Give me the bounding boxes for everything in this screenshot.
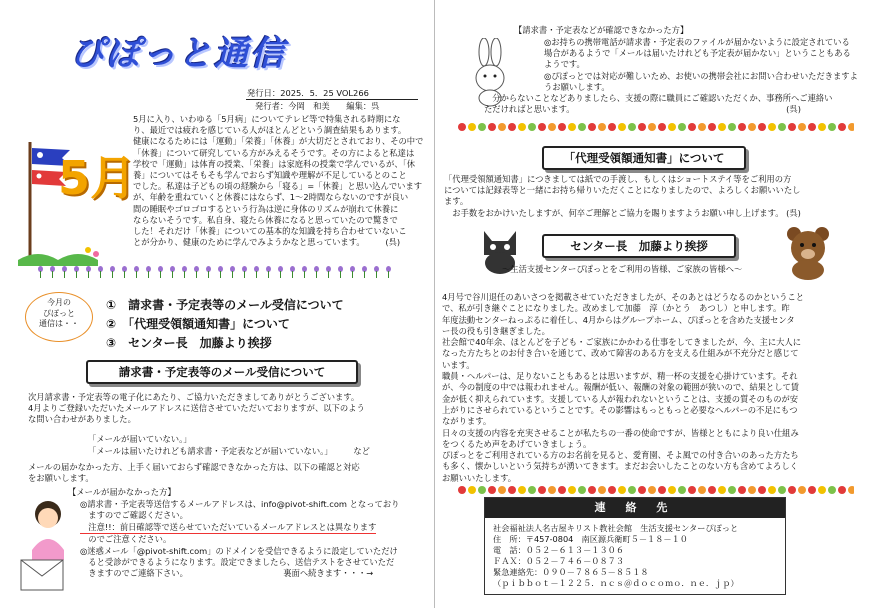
intro-line: が、年齢を重ねていくと休養にはならず、1～2時間ならないのですが良い <box>133 192 409 203</box>
fruit-icon <box>518 486 526 494</box>
section3-line: をつくるため声をあげていきましょう。 <box>442 438 592 449</box>
fruit-icon <box>698 486 706 494</box>
section3-subtitle: ～生活支援センターぴぽっとをご利用の皆様、ご家族の皆様へ～ <box>502 264 743 274</box>
section3-line: も多く、懐かしいという気持ちが湧いてきます。まだお会いしたことのない方も含めてよろしく <box>442 461 798 472</box>
iris-flower-icon <box>48 266 57 278</box>
fruit-icon <box>698 123 706 131</box>
iris-flower-border <box>36 266 416 280</box>
right-top-line: うお願いします。 <box>544 81 610 92</box>
right-top-line: ようです。 <box>544 59 585 70</box>
iris-flower-icon <box>180 266 189 278</box>
contact-emergency-phone: 緊急連絡先：０９０－７８６５－８５１８ <box>493 567 649 577</box>
section2-line: については記録表等と一緒にお持ち帰りいただくことになりましたので、よろしくお願いいたし <box>444 185 801 196</box>
fruit-icon <box>528 123 536 131</box>
iris-flower-icon <box>96 266 105 278</box>
fruit-icon <box>628 486 636 494</box>
fruit-icon <box>808 123 816 131</box>
fruit-icon <box>518 123 526 131</box>
contact-address: 住 所：〒457-0804 南区源兵衛町５－１８－１０ <box>493 534 688 544</box>
bear-illustration <box>784 224 832 280</box>
fruit-icon <box>548 486 556 494</box>
section3-line: ぴぽっとをご利用されている方のお名前を見ると、愛育園、そよ風での付き合いのあった方たち <box>442 450 799 461</box>
fruit-icon <box>748 486 756 494</box>
contact-title: 連 絡 先 <box>485 498 785 518</box>
fruit-icon <box>788 486 796 494</box>
intro-line: 健康になるためには「運動」「栄養」「休養」が大切だとされており、その中で <box>133 136 424 147</box>
fruit-icon <box>488 123 496 131</box>
missing-mail-line: のでご注意ください。 <box>80 534 172 545</box>
intro-line: ならないそうです。私自身、寝たら休養になると思っていたので驚きで <box>133 214 398 225</box>
section3-line: なった方たちとのお付き合いを通じて、改めて障害のある方を支える仕組みが不充分だと感じて <box>442 348 799 359</box>
contact-box <box>484 497 786 595</box>
issue-line: 発行日：2025．5．25 VOL266 <box>247 88 369 98</box>
fruit-icon <box>718 486 726 494</box>
fruit-icon <box>658 123 666 131</box>
fruit-icon <box>608 123 616 131</box>
contact-fax: ＦＡＸ：０５２－７４６－０８７３ <box>493 556 625 566</box>
author-line: 発行者：今岡 和美 編集：呉 <box>255 101 380 111</box>
section1-body <box>28 392 428 426</box>
section3-line: 社会館で40年余、ほとんどを子ども・ご家族にかかわる仕事をしてきましたが、今、主に大人に <box>442 337 802 348</box>
fruit-icon <box>548 123 556 131</box>
iris-flower-icon <box>276 266 285 278</box>
fruit-icon <box>828 486 836 494</box>
iris-flower-icon <box>144 266 153 278</box>
iris-flower-icon <box>240 266 249 278</box>
iris-flower-icon <box>324 266 333 278</box>
fruit-icon <box>828 123 836 131</box>
fruit-icon <box>568 486 576 494</box>
section1-line: 4月よりご登録いただいたメールアドレスに送信させていただいておりますが、以下のよう <box>28 403 365 414</box>
fruit-icon <box>558 486 566 494</box>
contact-phone: 電 話：０５２－６１３－１３０６ <box>493 545 625 555</box>
section3-line: 日々の支援の内容を充実させることが私たちの一番の使命ですが、皆様とともにより良い仕組み <box>442 427 799 438</box>
intro-line: した！それだけ「休養」についての基本的な知識を持ち合わせていないこ <box>133 226 407 237</box>
iris-flower-icon <box>120 266 129 278</box>
fruit-icon <box>598 486 606 494</box>
fruit-icon <box>738 486 746 494</box>
section2-heading: 「代理受領額通知書」について <box>542 146 746 170</box>
newsletter-title: ぴぽっと通信 <box>70 34 286 74</box>
contact-organization: 社会福祉法人名古屋キリスト教社会館 生活支援センターぴぽっと <box>493 523 739 533</box>
fruit-icon <box>718 123 726 131</box>
fruit-icon <box>728 123 736 131</box>
fruit-icon <box>758 486 766 494</box>
iris-flower-icon <box>300 266 309 278</box>
right-top-line: ◎お持ちの携帯電話が請求書・予定表のファイルが届かないように設定されている <box>544 37 850 47</box>
fruit-icon <box>818 486 826 494</box>
toc-bubble-text: 今月の ぴぽっと 通信は・・ <box>39 298 79 328</box>
section2-body <box>444 174 864 219</box>
right-top-heading: 【請求書・予定表などが確認できなかった方】 <box>514 25 689 35</box>
iris-flower-icon <box>336 266 345 278</box>
iris-flower-icon <box>108 266 117 278</box>
fruit-icon <box>558 123 566 131</box>
fruit-border-top <box>458 123 854 133</box>
fruit-icon <box>618 123 626 131</box>
fruit-icon <box>668 486 676 494</box>
section3-heading: センター長 加藤より挨拶 <box>542 234 736 258</box>
fruit-icon <box>818 123 826 131</box>
fruit-icon <box>728 486 736 494</box>
fruit-icon <box>598 123 606 131</box>
section3-line: 金が低く抑えられています。支援している人が報われないということは、支援の質そのものが安 <box>442 393 799 404</box>
fruit-icon <box>578 123 586 131</box>
iris-flower-icon <box>372 266 381 278</box>
section1-heading: 請求書・予定表等のメール受信について <box>86 360 358 384</box>
right-top-line: ◎ぴぽっとでは対応が難しいため、お使いの携帯会社にお問い合わせいただきますよ <box>544 70 858 81</box>
fruit-icon <box>498 123 506 131</box>
fruit-icon <box>588 486 596 494</box>
intro-line: 学校で「運動」は体育の授業、「栄養」は家庭科の授業で学んでいるが、「休 <box>133 158 416 169</box>
iris-flower-icon <box>360 266 369 278</box>
section1-line: 次月請求書・予定表等の電子化にあたり、ご協力いただきましてありがとうございます。 <box>28 392 360 402</box>
fruit-icon <box>798 123 806 131</box>
fruit-icon <box>628 123 636 131</box>
fruit-icon <box>638 123 646 131</box>
fruit-icon <box>508 486 516 494</box>
section3-line: 年度法動センターねっぷるに着任し、4月からはグループホーム、ぴぽっとを含めた支援センタ <box>442 314 795 325</box>
fruit-icon <box>838 123 846 131</box>
section3-line: います。 <box>442 359 475 370</box>
section3-line: ながります。 <box>442 416 492 427</box>
fruit-icon <box>528 486 536 494</box>
section2-line: 「代理受領額通知書」につきましては紙での手渡し、もしくはショートステイ等をご利用の方 <box>444 174 792 184</box>
iris-flower-icon <box>132 266 141 278</box>
iris-flower-icon <box>312 266 321 278</box>
missing-mail-warning: 注意!!：前日確認等で送らせていただいているメールアドレスとは異なります <box>80 522 376 534</box>
missing-mail-line: ◎迷惑メール「@pivot-shift.com」のドメインを受信できるように設定していただけ <box>80 545 398 556</box>
fruit-icon <box>498 486 506 494</box>
iris-flower-icon <box>216 266 225 278</box>
fruit-icon <box>798 486 806 494</box>
iris-flower-icon <box>252 266 261 278</box>
iris-flower-icon <box>72 266 81 278</box>
fruit-icon <box>658 486 666 494</box>
section3-body <box>442 292 866 484</box>
staff-illustration <box>18 498 84 602</box>
iris-flower-icon <box>228 266 237 278</box>
right-top-line: 場合があるようで「メールは届いたけれども予定表が届かない」ということもある <box>544 48 851 59</box>
fruit-icon <box>678 123 686 131</box>
fruit-icon <box>458 486 466 494</box>
section3-line: で、私が引き継ぐことになりました。改めまして加藤 淳（かとう あつし）と申します。昨 <box>442 303 790 314</box>
iris-flower-icon <box>60 266 69 278</box>
fruit-icon <box>538 486 546 494</box>
iris-flower-icon <box>288 266 297 278</box>
section1-after <box>28 462 428 484</box>
iris-flower-icon <box>156 266 165 278</box>
fruit-icon <box>478 486 486 494</box>
fruit-icon <box>618 486 626 494</box>
iris-flower-icon <box>348 266 357 278</box>
fruit-icon <box>768 486 776 494</box>
fruit-icon <box>758 123 766 131</box>
fruit-icon <box>678 486 686 494</box>
missing-mail-line: ますのでご確認ください。 <box>80 510 188 521</box>
section1-line: な問い合わせがありました。 <box>28 414 136 425</box>
section3-line: が、今の制度の中では報われません。報酬が低い、報酬の対象の範囲が狭いので、結果として賃 <box>442 382 800 393</box>
issue-rule <box>246 99 418 100</box>
fruit-icon <box>748 123 756 131</box>
section3-line: 4月号で谷川退任のあいさつを掲載させていただきましたが、そのあとはどうなるのかということ <box>442 292 805 302</box>
iris-flower-icon <box>192 266 201 278</box>
fruit-icon <box>478 123 486 131</box>
section3-line: ー長の役も引き継ぎました。 <box>442 325 550 336</box>
right-top-list <box>484 37 866 115</box>
section1-after-line: をお願いします。 <box>28 473 94 484</box>
section1-after-line: メールの届かなかった方、上手く届いておらず確認できなかった方は、以下の確認と対応 <box>28 462 360 472</box>
intro-line: とが分かり、健康のために学んでみようかなと思っています。 (呉) <box>133 237 401 248</box>
section3-line: お願いいたします。 <box>442 472 517 483</box>
toc-item-2: ② 「代理受領額通知書」について <box>106 317 290 331</box>
intro-paragraph <box>133 114 423 248</box>
section3-line: 上がりにさせられているということです。その影響はもっともっと必要なヘルパーの不足にもつ <box>442 404 798 415</box>
fruit-icon <box>688 486 696 494</box>
fruit-icon <box>578 486 586 494</box>
fruit-icon <box>788 123 796 131</box>
right-top-line: 分からないことなどありましたら、支援の際に職員にご確認いただくか、事務所へご連絡い <box>484 93 833 104</box>
fruit-icon <box>458 123 466 131</box>
intro-line: 5月に入り、いわゆる「5月病」についてテレビ等で特集される時期にな <box>133 114 401 124</box>
missing-mail-list <box>80 499 430 580</box>
iris-flower-icon <box>84 266 93 278</box>
section3-line: 職員・ヘルパーは、足りないこともあるとは思いますが、精一杯の支援を心掛けています。それ <box>442 371 798 382</box>
intro-line: 「休養」について研究している方がみえるそうです。その方によると私達は <box>133 147 415 158</box>
intro-line: でした。私達は子どもの頃の経験から「寝る」=「休養」と思い込んでいます <box>133 181 423 192</box>
fruit-icon <box>768 123 776 131</box>
intro-line: 間の睡眠やゴロゴロするという行為は逆に身体のリズムが崩れて休養に <box>133 203 399 214</box>
fruit-icon <box>848 123 854 131</box>
fruit-icon <box>838 486 846 494</box>
contact-email: （ｐｉｂｂｏｔ－１２２５．ｎｃｓ＠ｄｏｃｏｍｏ．ｎｅ．ｊｐ） <box>493 578 739 588</box>
section2-line: お手数をおかけいたしますが、何卒ご理解とご協力を賜りますようお願い申し上げます。 (呉) <box>444 207 801 218</box>
fruit-icon <box>848 486 854 494</box>
iris-flower-icon <box>384 266 393 278</box>
fruit-icon <box>648 486 656 494</box>
fruit-icon <box>568 123 576 131</box>
contact-details <box>485 518 785 594</box>
fruit-icon <box>468 123 476 131</box>
fruit-icon <box>688 123 696 131</box>
iris-flower-icon <box>36 266 45 278</box>
missing-mail-line: きますのでご連絡下さい。 裏面へ続きます・・・→ <box>80 568 374 579</box>
fruit-icon <box>488 486 496 494</box>
intro-line: り、最近では疲れを感じている人がほとんどという調査結果もあります。 <box>133 125 407 136</box>
fruit-icon <box>588 123 596 131</box>
toc-item-1: ① 請求書・予定表等のメール受信について <box>106 298 344 312</box>
iris-flower-icon <box>168 266 177 278</box>
missing-mail-heading: 【メールが届かなかった方】 <box>68 487 176 497</box>
fruit-icon <box>778 123 786 131</box>
missing-mail-line: ◎請求書・予定表等送信するメールアドレスは、info@pivot-shift.com となっており <box>80 499 400 509</box>
section2-line: ます。 <box>444 196 469 207</box>
fruit-icon <box>808 486 816 494</box>
quote-no-mail: 「メールが届いていない。」 <box>88 434 192 444</box>
fruit-icon <box>668 123 676 131</box>
fruit-icon <box>468 486 476 494</box>
missing-mail-line: ると受診ができるようになります。設定できましたら、送信テストをさせていただ <box>80 557 395 568</box>
quote-no-attachment: 「メールは届いたけれども請求書・予定表などが届いていない。」 など <box>88 446 370 456</box>
intro-line: 養」についてはそもそも学んでおらず知識や理解が不足しているとのこと <box>133 170 407 181</box>
month-badge: 5月 <box>58 151 137 205</box>
fruit-icon <box>638 486 646 494</box>
iris-flower-icon <box>264 266 273 278</box>
fruit-icon <box>648 123 656 131</box>
fruit-icon <box>708 486 716 494</box>
fruit-border-bottom <box>458 486 854 496</box>
fruit-icon <box>538 123 546 131</box>
right-top-line: ただければと思います。 (呉) <box>484 104 801 115</box>
fruit-icon <box>608 486 616 494</box>
fruit-icon <box>738 123 746 131</box>
fruit-icon <box>708 123 716 131</box>
iris-flower-icon <box>204 266 213 278</box>
fruit-icon <box>778 486 786 494</box>
toc-item-3: ③ センター長 加藤より挨拶 <box>106 336 272 350</box>
fruit-icon <box>508 123 516 131</box>
